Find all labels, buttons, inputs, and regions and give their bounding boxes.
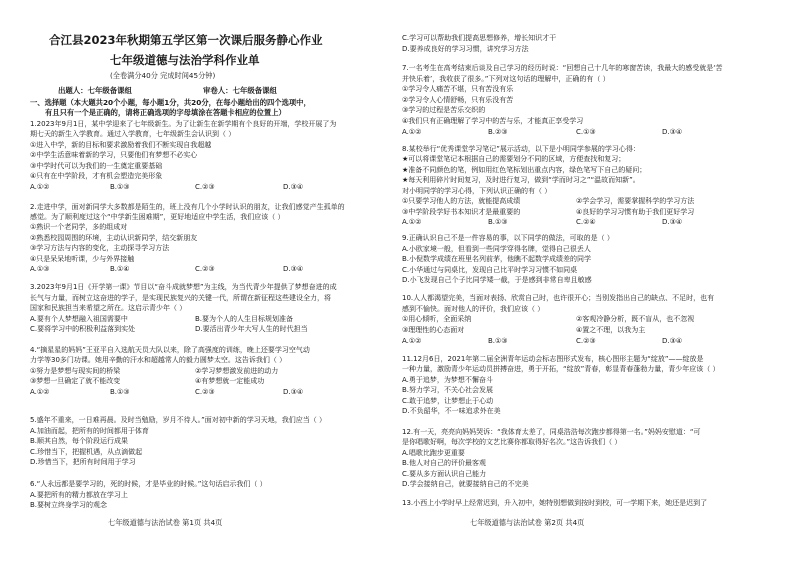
q8-line: 对小明同学的学习心得，下列认识正确的有（ ） bbox=[402, 187, 552, 195]
q3-option-a: A.要有个人梦想融入祖国需要中 bbox=[30, 315, 128, 323]
q8-option-c: C.②④ bbox=[576, 218, 596, 226]
q8-statement-3: ③中学阶段学好书本知识才是最重要的 bbox=[402, 208, 521, 216]
q4-option-c: C.②③ bbox=[195, 388, 215, 396]
q3-line: 长气与力量，而树立这奋进的学子，是实现民族复兴的关键一代，所谓在新征程这些建设全力，将 bbox=[30, 294, 331, 302]
q12-option-a: A.唱歌比跑步更重要 bbox=[402, 449, 465, 457]
q11-option-d: D.不负韶华，不一味追求外在美 bbox=[402, 407, 501, 415]
exam-title: 合江县2023年秋期第五学区第一次课后服务静心作业 bbox=[49, 33, 323, 47]
q7-option-c: C.①③ bbox=[576, 128, 596, 136]
q7-line: ④我们只有正确理解了学习中的苦与乐，才能真正享受学习 bbox=[402, 117, 584, 125]
q2-line: 感觉。为了顺利度过这个“中学新生困难期”，更好地适应中学生活，我们应该（ ） bbox=[30, 213, 285, 221]
q8-option-a: A.①② bbox=[402, 218, 422, 226]
q2-option-c: C.②③ bbox=[195, 265, 215, 273]
q1-option-c: C.②③ bbox=[195, 183, 215, 191]
q10-statement-1: ①用心倾听，全面采纳 bbox=[402, 315, 472, 323]
right-page bbox=[400, 0, 790, 561]
q10-option-c: C.②③ bbox=[576, 337, 596, 345]
q1-line: ④只有在中学阶段，才有机会塑造完美形象 bbox=[30, 172, 163, 180]
q3-option-b: B.要为个人的人生目标规划准备 bbox=[195, 315, 294, 323]
q10-option-d: D.③④ bbox=[662, 337, 683, 345]
q3-line: 3.2023年9月1日《开学第一课》节目以“奋斗成就梦想”为主线，为当代青少年提供了梦想奋进的成 bbox=[30, 283, 337, 291]
q10-line: 感到不愉快。面对他人的评价，我们应该（ ） bbox=[402, 305, 545, 313]
q12-option-c: C.要从多方面认识自己能力 bbox=[402, 470, 487, 478]
q12-option-b: B.他人对自己的评价最客观 bbox=[402, 459, 487, 467]
q11-option-a: A.勇于追梦，为梦想不懈奋斗 bbox=[402, 376, 493, 384]
q8-line: 8.某校举行“优秀课堂学习笔记”展示活动，以下是小明同学参展的学习心得： bbox=[402, 145, 640, 153]
q7-line: 并快乐着’，我收获了很多。”下列对这句话的理解中，正确的有（ ） bbox=[402, 75, 610, 83]
q2-line: ②熟悉校园周围的环境，主动认识新同学，结交新朋友 bbox=[30, 234, 198, 242]
q1-line: ②中学生活意味着新的学习，只要他们有梦想不必实心 bbox=[30, 151, 198, 159]
q9-line: 9.正确认识自己不是一件容易的事，以下同学的做法，可取的是（ ） bbox=[402, 234, 614, 242]
q1-option-b: B.①③ bbox=[110, 183, 130, 191]
q10-line: 10.人人都渴望完美，当面对表扬、欣赏自己时，也许很开心；当别发指出自己的缺点、不足时，也有 bbox=[402, 294, 715, 302]
q2-line: ④只是呆呆地听课，少与外界接触 bbox=[30, 255, 135, 263]
q9-option-c: C.小华通过与同桌比，发现自己比平时学习习惯不如同桌 bbox=[402, 266, 578, 274]
q8-line: ★准备不同颜色的笔，例如用红色笔标划出重点内容，绿色笔写下自己的疑问； bbox=[402, 166, 647, 174]
q4-line: 力学等30多门功课。她用辛勤的汗水和超越常人的毅力圆梦太空。这告诉我们（ ） bbox=[30, 356, 287, 364]
question-setter: 出题人：七年级备课组 bbox=[58, 86, 132, 95]
q8-statement-1: ①只要学习他人的方法，就能提高成绩 bbox=[402, 197, 521, 205]
q1-line: 1.2023年9月1日，某中学迎来了七年级新生。为了让新生在新学期有个良好的开端，学校开展了为 bbox=[30, 120, 337, 128]
q12-line: 是你唱歌好啊，每次学校的文艺比赛你都取得好名次。”这告诉我们（ ） bbox=[402, 438, 622, 446]
q10-statement-2: ②客观冷静分析，既不盲从，也不忽视 bbox=[576, 315, 695, 323]
q5-option-a: A.加油而起，把所有的时间都用于体育 bbox=[30, 427, 149, 435]
q6-option-d: D.要养成良好的学习习惯，讲究学习方法 bbox=[402, 45, 529, 53]
page-footer-right: 七年级道德与法治试卷 第2页 共4页 bbox=[470, 518, 585, 527]
question-reviewer: 审卷人：七年级备课组 bbox=[203, 86, 277, 95]
q5-line: 5.盛年不重来，一日难再晨。及时当勉励，岁月不待人。”面对初中新的学习天地，我们应当（ ） bbox=[30, 416, 327, 424]
q11-option-c: C.敢于追梦，让梦想止于心动 bbox=[402, 397, 494, 405]
q7-option-d: D.③④ bbox=[662, 128, 683, 136]
q12-line: 12.有一天，亮亮向妈妈哭诉：“我体育太差了，同桌浩浩每次跑步都得第一名。”妈妈安慰道：“可 bbox=[402, 428, 701, 436]
q9-option-a: A.小欧家境一般，但看到一些同学穿得名牌，觉得自己很丢人 bbox=[402, 245, 591, 253]
q10-statement-4: ④置之不理，以我为主 bbox=[576, 326, 646, 334]
q7-line: 7.一名考生在高考结束后谈及自己学习的经历时说：“回想自己十几年的寒窗苦读，我最大的感受就是‘苦 bbox=[402, 64, 723, 72]
q4-option-a: A.①② bbox=[30, 388, 50, 396]
q6-option-a: A.要把所有的精力都放在学习上 bbox=[30, 491, 128, 499]
q4-option-d: D.③④ bbox=[283, 388, 304, 396]
section-heading-line1: 一、选择题（本大题共20个小题，每小题1分，共20分，在每小题给出的四个选项中， bbox=[30, 98, 311, 107]
q3-option-d: D.要活出青少年大写人生的时代担当 bbox=[195, 325, 308, 333]
q9-option-d: D.小飞发现自己个子比同学矮一截，于是感到非常自卑且敏感 bbox=[402, 276, 592, 284]
q7-line: ①学习令人痛苦不堪，只有苦没有乐 bbox=[402, 85, 514, 93]
q10-option-b: B.①③ bbox=[488, 337, 508, 345]
q2-line: 2.走进中学，面对新同学大多数都是陌生的，班上没有几个小学时认识的朋友，让我们感觉产生孤单的 bbox=[30, 203, 345, 211]
exam-subtitle: 七年级道德与法治学科作业单 bbox=[110, 53, 260, 67]
q8-line: ★每天利用碎片时间复习，及时进行复习，做到“学而时习之”“温故而知新”。 bbox=[402, 176, 640, 184]
q1-line: 期七天的新生入学教育。通过入学教育，七年级新生会认识到（ ） bbox=[30, 130, 236, 138]
q11-line: 一种力量，激励青少年运动员拼搏奋进，勇于开拓，“绽放”青春，彰显青春蓬勃力量，青少年应该（ ） bbox=[402, 365, 720, 373]
q1-option-d: D.③④ bbox=[283, 183, 304, 191]
q3-option-c: C.要将学习中的积极利益落到实处 bbox=[30, 325, 136, 333]
q4-line: ②学习梦想激发前进的动力 bbox=[195, 367, 279, 375]
q4-option-b: B.①③ bbox=[110, 388, 130, 396]
section-heading-line2: 有且只有一个是正确的，请将正确选项的字母填涂在答题卡相应的位置上） bbox=[45, 108, 286, 117]
left-page bbox=[0, 0, 386, 561]
q10-option-a: A.①② bbox=[402, 337, 422, 345]
q1-option-a: A.①② bbox=[30, 183, 50, 191]
q4-line: ③梦想一旦确定了就不能改变 bbox=[30, 377, 121, 385]
q5-option-d: D.珍惜当下，把所有时间用于学习 bbox=[30, 458, 136, 466]
q7-option-b: B.②③ bbox=[488, 128, 508, 136]
q5-option-c: C.珍惜当下，把握机遇，从点滴做起 bbox=[30, 448, 143, 456]
q1-line: ①进入中学，新的目标和要求激励着我们不断实现自我超越 bbox=[30, 141, 212, 149]
q8-line: ★可以将课堂笔记本根据自己的需要划分不同的区域，方便查找和复习； bbox=[402, 155, 626, 163]
q11-line: 11.12月6日，2021年第二届全洲青年运动会标志图形式发布，核心图形主题为“绽放”——绽放是 bbox=[402, 355, 704, 363]
q2-line: ①熟识一个老同学，多的组成对 bbox=[30, 223, 128, 231]
q8-option-d: D.③④ bbox=[662, 218, 683, 226]
q4-line: 4.“摘星星的妈妈”王亚平自入选航天员大队以来，除了高强度的训练，晚上还要学习空气动 bbox=[30, 346, 310, 354]
q10-statement-3: ③理理性的心态面对 bbox=[402, 326, 465, 334]
q8-statement-2: ②学会学习，需要掌握科学的学习方法 bbox=[576, 197, 695, 205]
q4-line: ①努力是梦想与现实间的桥梁 bbox=[30, 367, 121, 375]
q8-option-b: B.①③ bbox=[488, 218, 508, 226]
q12-option-d: D.学会接纳自己，就要接纳自己的不完美 bbox=[402, 480, 529, 488]
q2-line: ③学习方法与内容的变化，主动探寻学习方法 bbox=[30, 244, 170, 252]
q1-line: ③中学时代可以为我们的一生奠定重要基础 bbox=[30, 162, 163, 170]
q2-option-b: B.①④ bbox=[110, 265, 130, 273]
q2-option-a: A.①③ bbox=[30, 265, 50, 273]
q8-statement-4: ④良好的学习习惯有助于我们更好学习 bbox=[576, 208, 695, 216]
score-time: (全卷满分40分 完成时间45分钟) bbox=[110, 71, 216, 80]
q2-option-d: D.③④ bbox=[283, 265, 304, 273]
q7-line: ③学习的过程是苦乐交织的 bbox=[402, 106, 486, 114]
q7-line: ②学习令人心情舒畅，只有乐没有苦 bbox=[402, 96, 514, 104]
q13-line: 13.小西上小学时早上经常迟到，升入初中，她特别想做到按时到校，可一学期下来，她还是迟到了 bbox=[402, 499, 708, 507]
q5-option-b: B.顺其自然，每个阶段运行成果 bbox=[30, 437, 129, 445]
q4-line: ④有梦想就一定能成功 bbox=[195, 377, 265, 385]
page-footer-left: 七年级道德与法治试卷 第1页 共4页 bbox=[108, 518, 223, 527]
q9-option-b: B.小倪数学成绩在班里名列前茅，他瞧不起数学成绩差的同学 bbox=[402, 255, 592, 263]
q3-line: 国家和民族担当来希望之所在。这启示青少年（ ） bbox=[30, 304, 187, 312]
q7-option-a: A.①② bbox=[402, 128, 422, 136]
q6-line: 6.“人永远都是要学习的，死的时候，才是毕业的时候。”这句话启示我们（ ） bbox=[30, 480, 267, 488]
q11-option-b: B.努力学习，不关心社会发展 bbox=[402, 386, 494, 394]
q6-option-b: B.要树立终身学习的观念 bbox=[30, 501, 108, 509]
q6-option-c: C.学习可以帮助我们提高思想修养，增长知识才干 bbox=[402, 34, 557, 42]
